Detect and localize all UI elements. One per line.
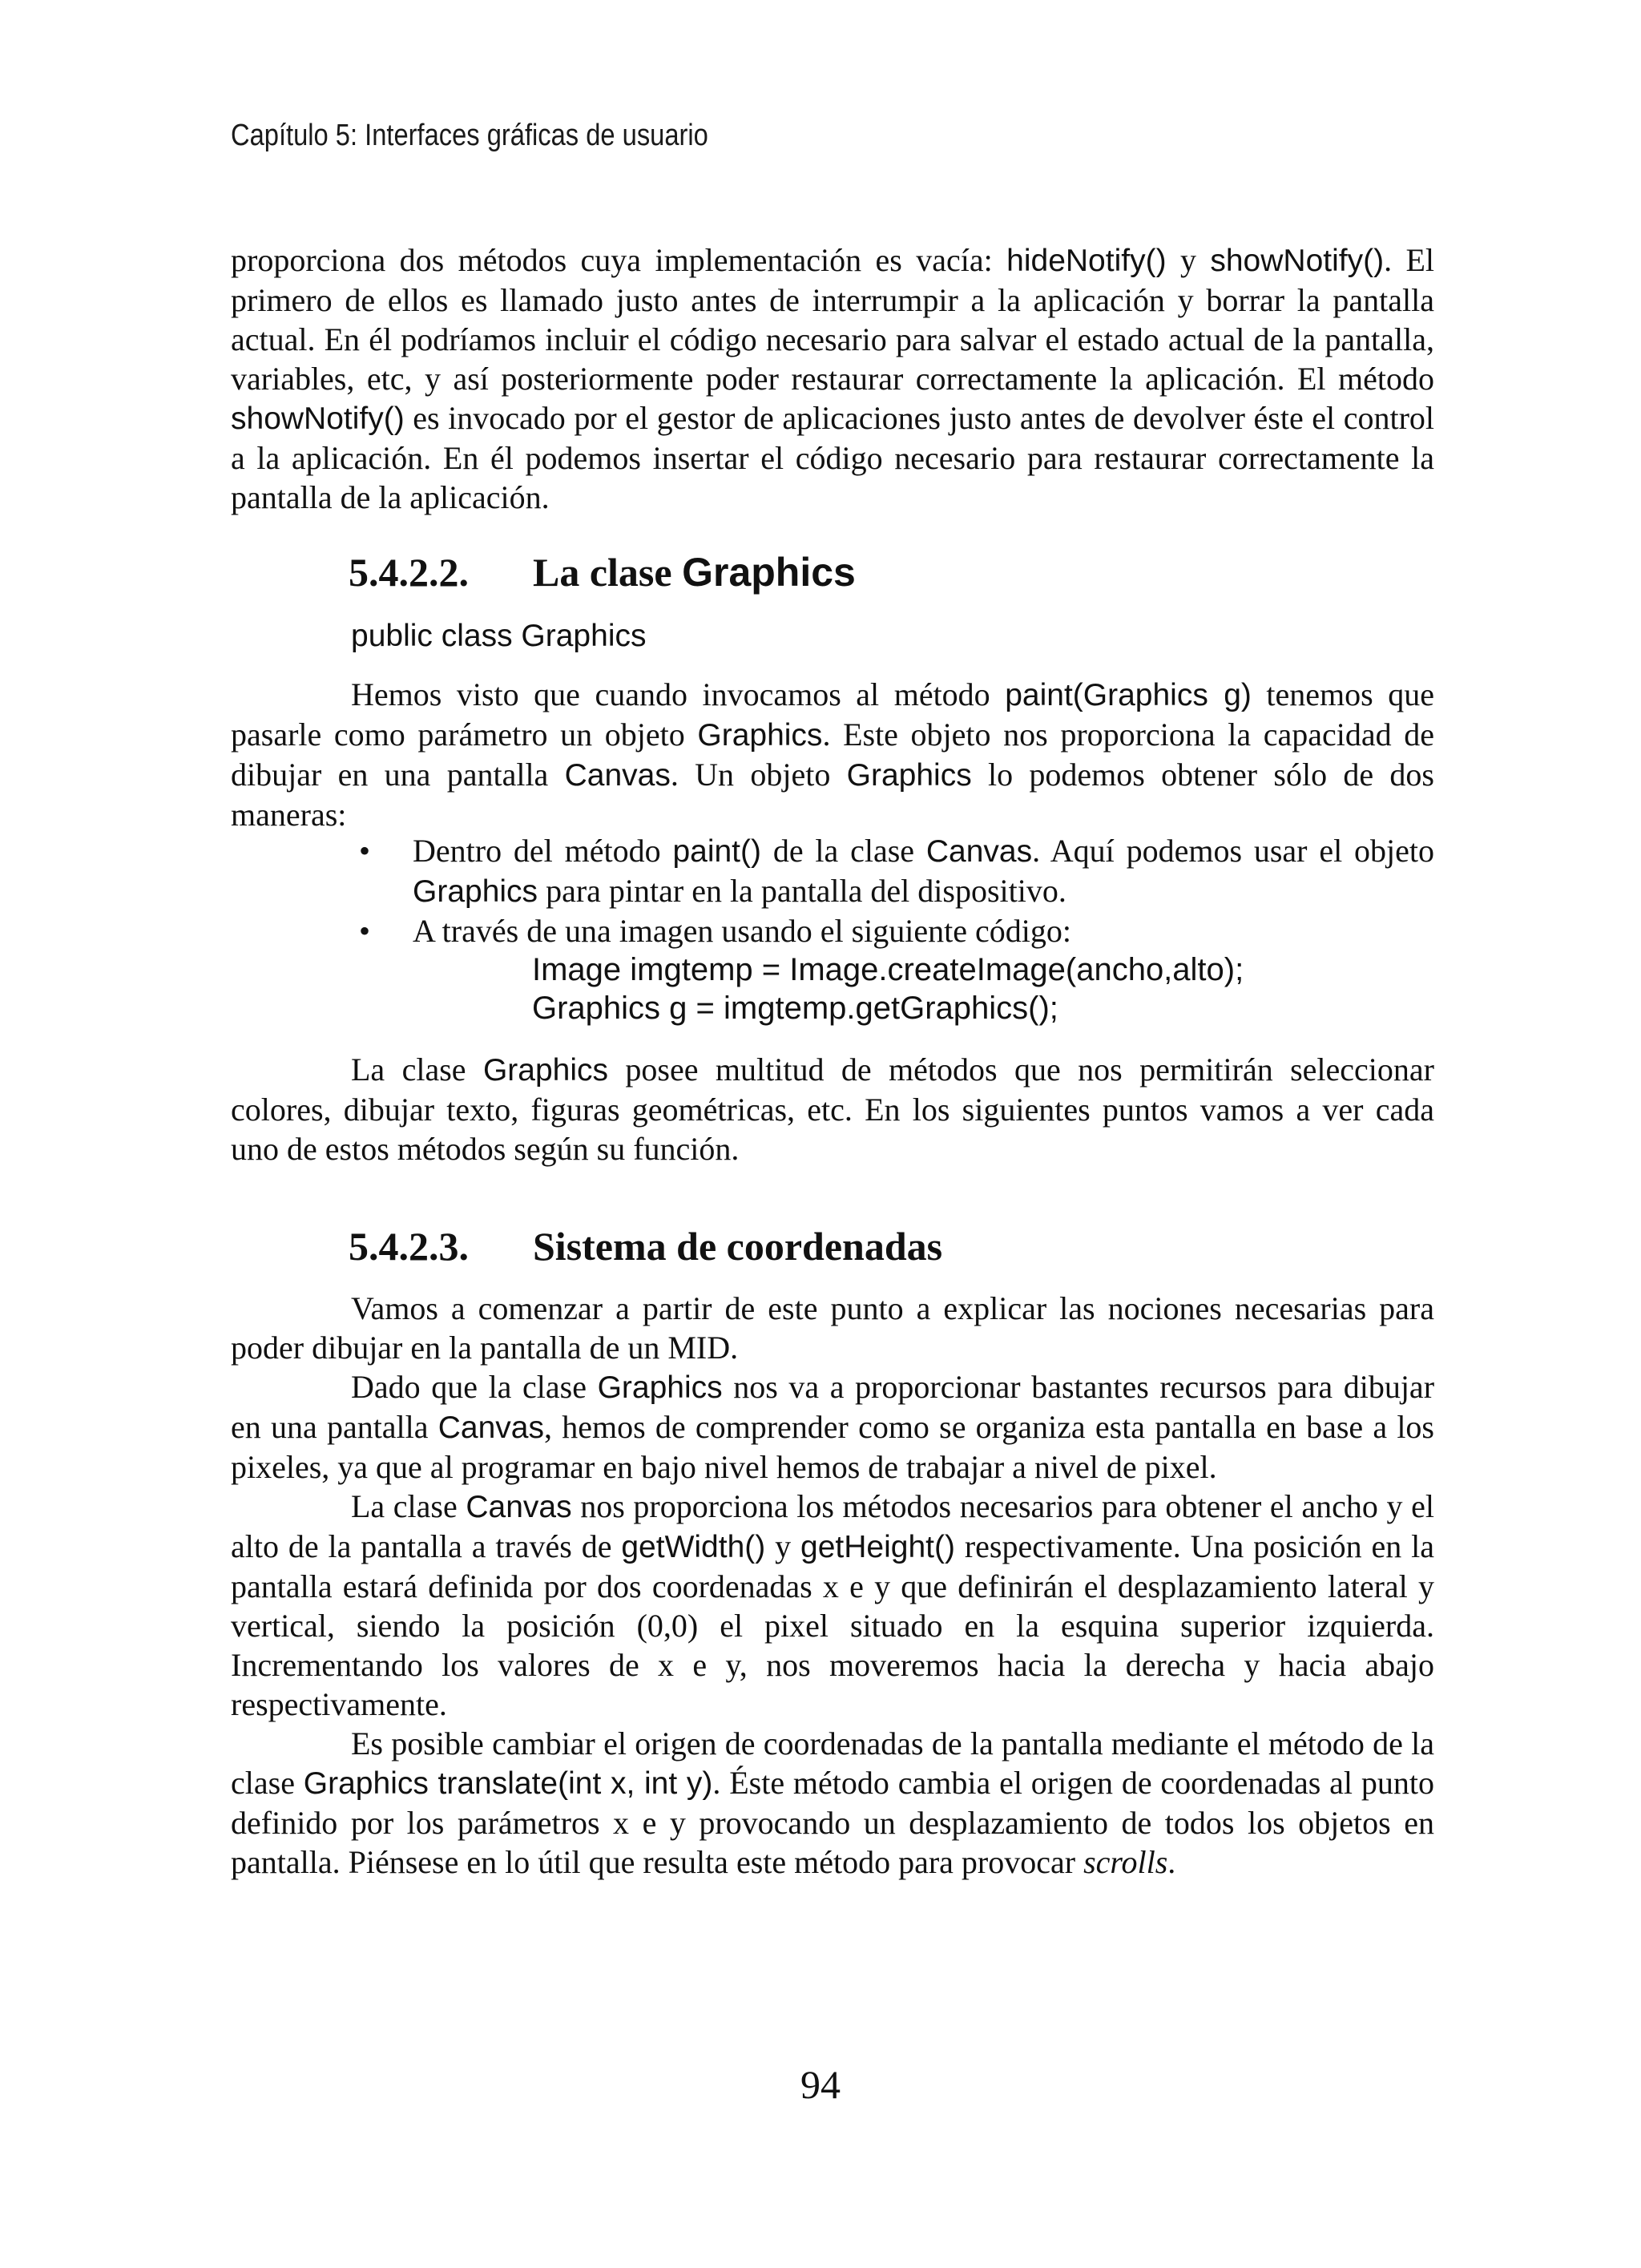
inline-code: Canvas xyxy=(925,834,1033,869)
bullet-glyph: • xyxy=(358,833,370,869)
section-number: 5.4.2.3. xyxy=(349,1224,469,1269)
inline-code: showNotify() xyxy=(231,402,405,436)
paragraph: Es posible cambiar el origen de coordenadas de la pantalla mediante el método de la clase Graphics translate(int x, int y). Éste método cambia el origen de coordenadas al punto definido por los parámetros x e y provocando un desplazamiento de todos los objetos en pantalla. Piénsese en lo útil que resulta este método para provocar scrolls. xyxy=(231,1725,1435,1880)
section-heading-coordinates xyxy=(349,1223,942,1269)
graphics-paragraph-2 xyxy=(231,1050,1434,1168)
inline-code: Canvas xyxy=(564,758,671,793)
section-title-code: Graphics xyxy=(682,550,856,595)
paragraph: La clase Graphics posee multitud de métodos que nos permitirán seleccionar colores, dibujar texto, figuras geométricas, etc. En los siguientes puntos vamos a ver cada uno de estos métodos según su función. xyxy=(231,1051,1434,1167)
code-block xyxy=(532,950,1244,1027)
inline-code: Graphics xyxy=(413,874,538,909)
inline-code: getHeight() xyxy=(800,1530,955,1564)
code-line: Image imgtemp = Image.createImage(ancho,alto); xyxy=(532,952,1244,987)
inline-code: paint(Graphics g) xyxy=(1005,678,1252,712)
inline-code: Graphics xyxy=(697,718,823,753)
inline-code: Graphics xyxy=(846,758,972,793)
section-number: 5.4.2.2. xyxy=(349,550,469,595)
paragraph: Dado que la clase Graphics nos va a proporcionar bastantes recursos para dibujar en una pantalla Canvas, hemos de comprender como se organiza esta pantalla en base a los pixeles, ya que al programar en bajo nivel hemos de trabajar a nivel de pixel. xyxy=(231,1369,1435,1485)
bullet-list xyxy=(349,831,1434,950)
list-item: • Dentro del método paint() de la clase Canvas. Aquí podemos usar el objeto Graphics para pintar en la pantalla del dispositivo. xyxy=(349,831,1434,911)
section-heading-graphics xyxy=(349,549,856,595)
inline-code: Canvas xyxy=(466,1490,572,1524)
list-item: • A través de una imagen usando el siguiente código: xyxy=(349,911,1434,950)
paragraph: proporciona dos métodos cuya implementación es vacía: hideNotify() y showNotify(). El primero de ellos es llamado justo antes de interrumpir a la aplicación y borrar la pantalla actual. En él podríamos incluir el código necesario para salvar el estado actual de la pantalla, variables, etc, y así posteriormente poder restaurar correctamente la aplicación. El método showNotify() es invocado por el gestor de aplicaciones justo antes de devolver éste el control a la aplicación. En él podemos insertar el código necesario para restaurar correctamente la pantalla de la aplicación. xyxy=(231,242,1435,515)
paragraph: La clase Canvas nos proporciona los métodos necesarios para obtener el ancho y el alto de la pantalla a través de getWidth() y getHeight() respectivamente. Una posición en la pantalla estará definida por dos coordenadas x e y que definirán el desplazamiento lateral y vertical, siendo la posición (0,0) el pixel situado en la esquina superior izquierda. Incrementando los valores de x e y, nos moveremos hacia la derecha y hacia abajo respectivamente. xyxy=(231,1488,1435,1722)
inline-code: paint() xyxy=(672,834,761,869)
inline-code: Graphics xyxy=(482,1053,609,1088)
bullet-glyph: • xyxy=(358,913,370,949)
inline-code: Canvas xyxy=(437,1410,544,1445)
intro-paragraph xyxy=(231,240,1434,517)
code-line: Graphics g = imgtemp.getGraphics(); xyxy=(532,991,1058,1026)
paragraph: Hemos visto que cuando invocamos al método paint(Graphics g) tenemos que pasarle como parámetro un objeto Graphics. Este objeto nos proporciona la capacidad de dibujar en una pantalla Canvas. Un objeto Graphics lo podemos obtener sólo de dos maneras: xyxy=(231,676,1434,833)
inline-code: Graphics translate(int x, int y) xyxy=(303,1766,713,1801)
paragraph: Vamos a comenzar a partir de este punto a explicar las nociones necesarias para poder dibujar en la pantalla de un MID. xyxy=(231,1290,1434,1366)
inline-code: hideNotify() xyxy=(1006,244,1167,278)
graphics-paragraph-1 xyxy=(231,675,1434,834)
inline-code: showNotify() xyxy=(1210,244,1385,278)
page-number: 94 xyxy=(800,2062,841,2107)
italic-term: scrolls xyxy=(1083,1844,1168,1880)
section-title: Sistema de coordenadas xyxy=(533,1224,943,1269)
coordinates-paragraphs xyxy=(231,1289,1434,1882)
class-declaration: public class Graphics xyxy=(351,619,647,653)
section-title-prefix: La clase xyxy=(533,550,683,595)
inline-code: getWidth() xyxy=(621,1530,766,1564)
running-header: Capítulo 5: Interfaces gráficas de usuario xyxy=(231,119,708,152)
inline-code: Graphics xyxy=(597,1370,723,1405)
